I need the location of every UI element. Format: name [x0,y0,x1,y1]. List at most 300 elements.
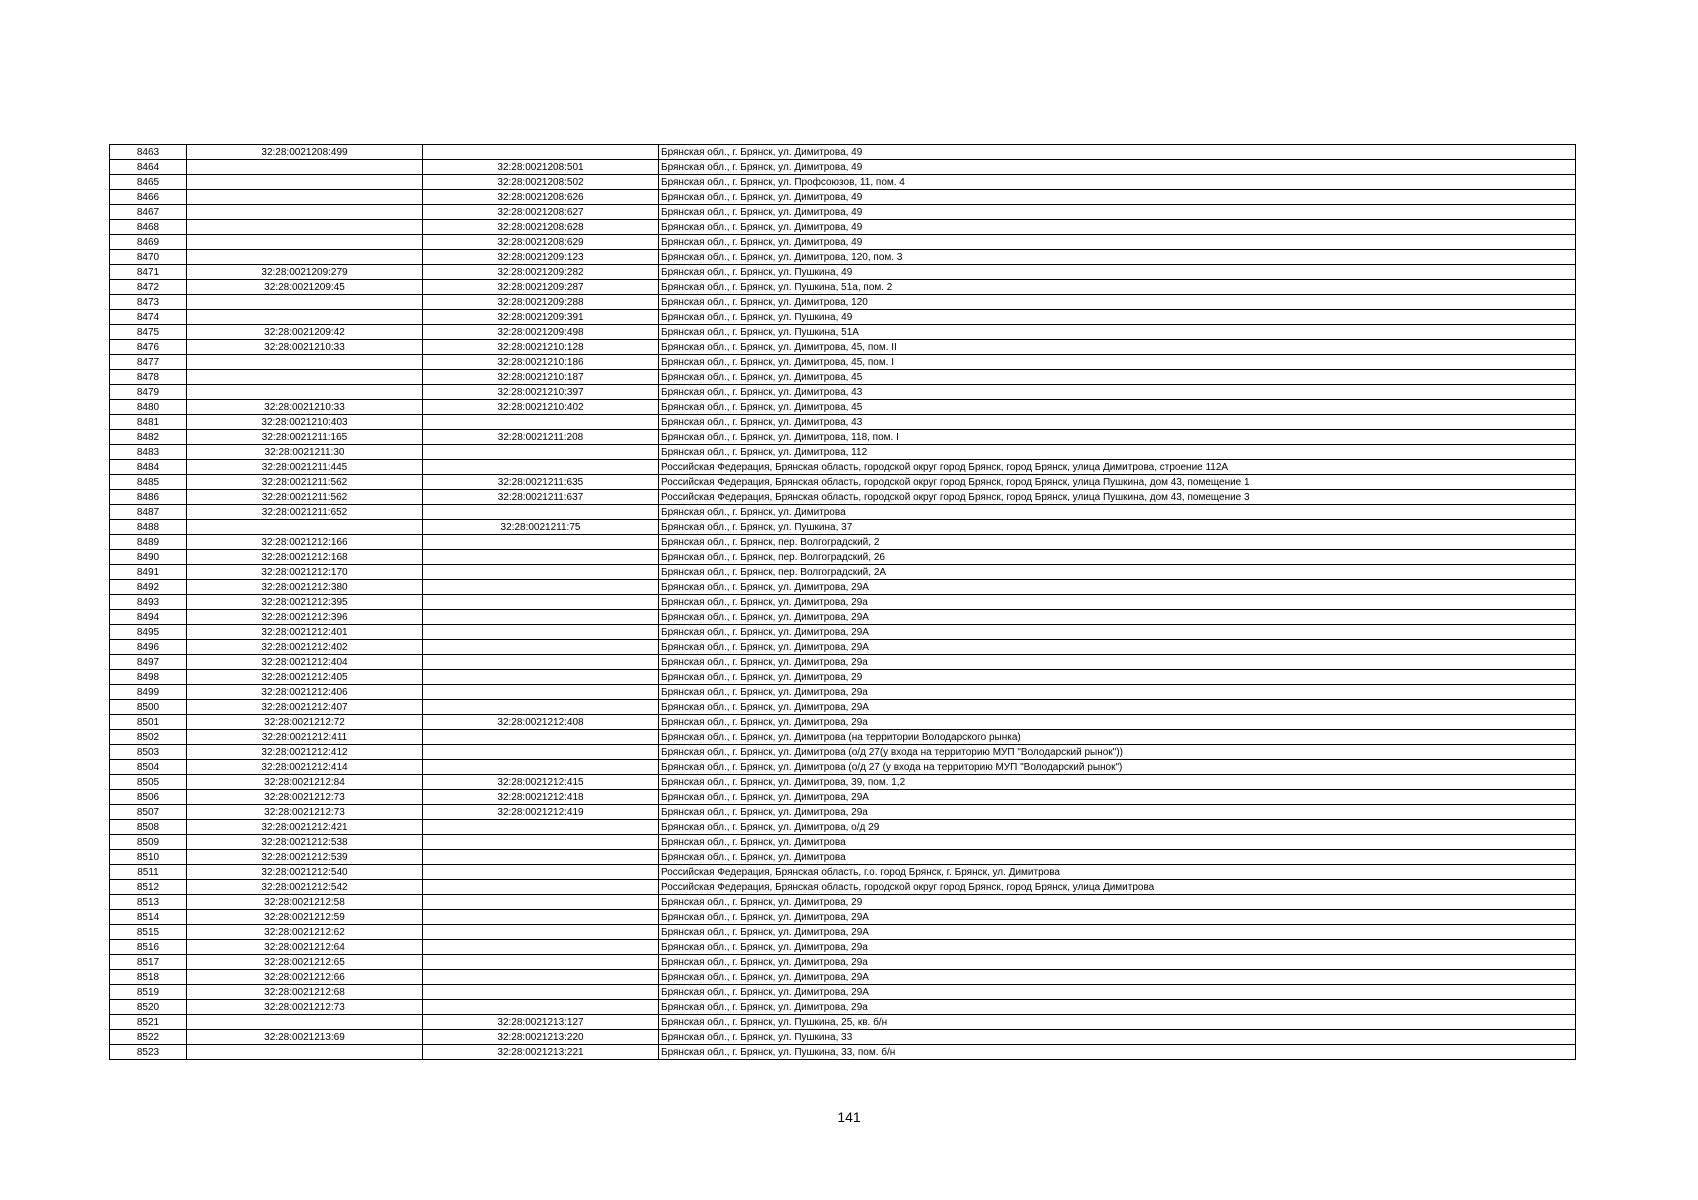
address-cell: Брянская обл., г. Брянск, ул. Димитрова, 29А [659,640,1576,655]
object-cadastral-number-cell: 32:28:0021213:220 [423,1030,659,1045]
table-row [110,805,1576,820]
object-cadastral-number-cell: 32:28:0021210:402 [423,400,659,415]
row-number-cell: 8501 [110,715,187,730]
table-row [110,430,1576,445]
object-cadastral-number-cell [423,850,659,865]
row-number-cell: 8500 [110,700,187,715]
object-cadastral-number-cell [423,820,659,835]
address-cell: Брянская обл., г. Брянск, ул. Димитрова, 112 [659,445,1576,460]
land-cadastral-number-cell: 32:28:0021211:30 [187,445,423,460]
table-row [110,220,1576,235]
address-cell: Брянская обл., г. Брянск, ул. Димитрова, 45 [659,400,1576,415]
row-number-cell: 8492 [110,580,187,595]
address-cell: Брянская обл., г. Брянск, ул. Профсоюзов, 11, пом. 4 [659,175,1576,190]
table-row [110,745,1576,760]
address-cell: Брянская обл., г. Брянск, ул. Пушкина, 49 [659,265,1576,280]
table-row [110,1030,1576,1045]
row-number-cell: 8472 [110,280,187,295]
land-cadastral-number-cell: 32:28:0021212:73 [187,1000,423,1015]
address-cell: Брянская обл., г. Брянск, ул. Димитрова [659,835,1576,850]
address-cell: Брянская обл., г. Брянск, ул. Пушкина, 37 [659,520,1576,535]
land-cadastral-number-cell: 32:28:0021211:562 [187,475,423,490]
address-cell: Брянская обл., г. Брянск, пер. Волгоградский, 2А [659,565,1576,580]
land-cadastral-number-cell [187,310,423,325]
land-cadastral-number-cell: 32:28:0021210:403 [187,415,423,430]
table-row [110,895,1576,910]
object-cadastral-number-cell: 32:28:0021209:288 [423,295,659,310]
land-cadastral-number-cell: 32:28:0021213:69 [187,1030,423,1045]
object-cadastral-number-cell [423,655,659,670]
land-cadastral-number-cell [187,370,423,385]
land-cadastral-number-cell [187,1015,423,1030]
address-cell: Российская Федерация, Брянская область, городской округ город Брянск, город Брянск, улица Пушкина, дом 43, помещение 1 [659,475,1576,490]
address-cell: Брянская обл., г. Брянск, пер. Волгоградский, 2 [659,535,1576,550]
address-cell: Брянская обл., г. Брянск, ул. Димитрова, 29А [659,910,1576,925]
address-cell: Брянская обл., г. Брянск, ул. Димитрова, 45, пом. I [659,355,1576,370]
row-number-cell: 8479 [110,385,187,400]
object-cadastral-number-cell [423,610,659,625]
object-cadastral-number-cell [423,895,659,910]
table-row [110,970,1576,985]
land-cadastral-number-cell: 32:28:0021212:540 [187,865,423,880]
land-cadastral-number-cell [187,250,423,265]
cadastral-table [109,144,1576,1060]
table-row [110,850,1576,865]
table-row [110,535,1576,550]
address-cell: Брянская обл., г. Брянск, ул. Димитрова, 29 [659,895,1576,910]
land-cadastral-number-cell: 32:28:0021212:404 [187,655,423,670]
row-number-cell: 8515 [110,925,187,940]
address-cell: Брянская обл., г. Брянск, ул. Димитрова, 49 [659,205,1576,220]
object-cadastral-number-cell: 32:28:0021208:628 [423,220,659,235]
row-number-cell: 8509 [110,835,187,850]
address-cell: Брянская обл., г. Брянск, ул. Димитрова, 29а [659,685,1576,700]
address-cell: Брянская обл., г. Брянск, ул. Димитрова, 29а [659,595,1576,610]
object-cadastral-number-cell [423,145,659,160]
row-number-cell: 8466 [110,190,187,205]
land-cadastral-number-cell [187,355,423,370]
row-number-cell: 8507 [110,805,187,820]
address-cell: Брянская обл., г. Брянск, ул. Димитрова, 43 [659,415,1576,430]
land-cadastral-number-cell: 32:28:0021211:445 [187,460,423,475]
object-cadastral-number-cell [423,670,659,685]
land-cadastral-number-cell: 32:28:0021212:64 [187,940,423,955]
object-cadastral-number-cell [423,580,659,595]
table-row [110,190,1576,205]
cadastral-table-body [110,145,1576,1060]
object-cadastral-number-cell: 32:28:0021210:187 [423,370,659,385]
object-cadastral-number-cell: 32:28:0021212:418 [423,790,659,805]
land-cadastral-number-cell: 32:28:0021212:62 [187,925,423,940]
address-cell: Брянская обл., г. Брянск, ул. Димитрова, 49 [659,235,1576,250]
row-number-cell: 8490 [110,550,187,565]
land-cadastral-number-cell: 32:28:0021211:165 [187,430,423,445]
object-cadastral-number-cell: 32:28:0021213:221 [423,1045,659,1060]
object-cadastral-number-cell: 32:28:0021208:501 [423,160,659,175]
address-cell: Российская Федерация, Брянская область, г.о. город Брянск, г. Брянск, ул. Димитрова [659,865,1576,880]
table-row [110,715,1576,730]
land-cadastral-number-cell: 32:28:0021212:542 [187,880,423,895]
row-number-cell: 8505 [110,775,187,790]
address-cell: Брянская обл., г. Брянск, ул. Димитрова (о/д 27 (у входа на территорию МУП "Володарский рынок") [659,760,1576,775]
table-row [110,415,1576,430]
table-row [110,940,1576,955]
object-cadastral-number-cell: 32:28:0021209:287 [423,280,659,295]
object-cadastral-number-cell: 32:28:0021211:637 [423,490,659,505]
table-row [110,790,1576,805]
table-row [110,580,1576,595]
address-cell: Брянская обл., г. Брянск, ул. Димитрова, 29а [659,655,1576,670]
row-number-cell: 8463 [110,145,187,160]
row-number-cell: 8523 [110,1045,187,1060]
object-cadastral-number-cell [423,445,659,460]
row-number-cell: 8470 [110,250,187,265]
address-cell: Брянская обл., г. Брянск, ул. Димитрова, 29А [659,925,1576,940]
table-row [110,640,1576,655]
address-cell: Брянская обл., г. Брянск, ул. Димитрова, 49 [659,220,1576,235]
table-row [110,835,1576,850]
table-row [110,1015,1576,1030]
table-row [110,460,1576,475]
address-cell: Брянская обл., г. Брянск, ул. Димитрова, 29а [659,805,1576,820]
land-cadastral-number-cell: 32:28:0021212:401 [187,625,423,640]
land-cadastral-number-cell: 32:28:0021212:73 [187,790,423,805]
land-cadastral-number-cell: 32:28:0021212:396 [187,610,423,625]
address-cell: Брянская обл., г. Брянск, ул. Димитрова, 29а [659,940,1576,955]
row-number-cell: 8522 [110,1030,187,1045]
row-number-cell: 8514 [110,910,187,925]
land-cadastral-number-cell: 32:28:0021210:33 [187,400,423,415]
land-cadastral-number-cell [187,520,423,535]
land-cadastral-number-cell: 32:28:0021212:412 [187,745,423,760]
land-cadastral-number-cell [187,220,423,235]
land-cadastral-number-cell: 32:28:0021212:402 [187,640,423,655]
row-number-cell: 8480 [110,400,187,415]
address-cell: Брянская обл., г. Брянск, ул. Димитрова [659,850,1576,865]
table-row [110,385,1576,400]
object-cadastral-number-cell [423,640,659,655]
address-cell: Брянская обл., г. Брянск, ул. Димитрова, о/д 29 [659,820,1576,835]
row-number-cell: 8471 [110,265,187,280]
row-number-cell: 8488 [110,520,187,535]
row-number-cell: 8518 [110,970,187,985]
land-cadastral-number-cell: 32:28:0021212:411 [187,730,423,745]
table-row [110,730,1576,745]
address-cell: Брянская обл., г. Брянск, ул. Димитрова, 120, пом. 3 [659,250,1576,265]
address-cell: Брянская обл., г. Брянск, ул. Димитрова, 39, пом. 1,2 [659,775,1576,790]
address-cell: Брянская обл., г. Брянск, ул. Димитрова, 29А [659,790,1576,805]
table-row [110,280,1576,295]
object-cadastral-number-cell [423,685,659,700]
table-row [110,955,1576,970]
row-number-cell: 8483 [110,445,187,460]
object-cadastral-number-cell: 32:28:0021210:397 [423,385,659,400]
object-cadastral-number-cell: 32:28:0021209:391 [423,310,659,325]
row-number-cell: 8491 [110,565,187,580]
table-row [110,685,1576,700]
land-cadastral-number-cell [187,175,423,190]
land-cadastral-number-cell: 32:28:0021212:407 [187,700,423,715]
object-cadastral-number-cell [423,880,659,895]
table-row [110,370,1576,385]
address-cell: Брянская обл., г. Брянск, ул. Димитрова, 29А [659,625,1576,640]
address-cell: Брянская обл., г. Брянск, ул. Димитрова (на территории Володарского рынка) [659,730,1576,745]
land-cadastral-number-cell: 32:28:0021211:652 [187,505,423,520]
row-number-cell: 8513 [110,895,187,910]
land-cadastral-number-cell [187,1045,423,1060]
object-cadastral-number-cell: 32:28:0021208:502 [423,175,659,190]
object-cadastral-number-cell [423,730,659,745]
row-number-cell: 8464 [110,160,187,175]
object-cadastral-number-cell [423,550,659,565]
row-number-cell: 8485 [110,475,187,490]
address-cell: Брянская обл., г. Брянск, ул. Пушкина, 49 [659,310,1576,325]
object-cadastral-number-cell [423,910,659,925]
table-row [110,1000,1576,1015]
row-number-cell: 8486 [110,490,187,505]
table-row [110,400,1576,415]
address-cell: Брянская обл., г. Брянск, ул. Пушкина, 33, пом. б/н [659,1045,1576,1060]
object-cadastral-number-cell [423,745,659,760]
row-number-cell: 8521 [110,1015,187,1030]
table-row [110,625,1576,640]
table-row [110,910,1576,925]
address-cell: Брянская обл., г. Брянск, ул. Пушкина, 51а, пом. 2 [659,280,1576,295]
object-cadastral-number-cell [423,505,659,520]
table-row [110,1045,1576,1060]
table-row [110,490,1576,505]
row-number-cell: 8493 [110,595,187,610]
land-cadastral-number-cell: 32:28:0021211:562 [187,490,423,505]
address-cell: Брянская обл., г. Брянск, ул. Димитрова, 29А [659,580,1576,595]
row-number-cell: 8465 [110,175,187,190]
land-cadastral-number-cell: 32:28:0021212:66 [187,970,423,985]
land-cadastral-number-cell: 32:28:0021212:405 [187,670,423,685]
page-number: 141 [837,1109,861,1125]
address-cell: Российская Федерация, Брянская область, городской округ город Брянск, город Брянск, улица Димитрова [659,880,1576,895]
table-row [110,880,1576,895]
address-cell: Брянская обл., г. Брянск, ул. Пушкина, 51А [659,325,1576,340]
address-cell: Брянская обл., г. Брянск, ул. Димитрова, 29А [659,985,1576,1000]
table-row [110,775,1576,790]
row-number-cell: 8484 [110,460,187,475]
table-row [110,985,1576,1000]
row-number-cell: 8508 [110,820,187,835]
land-cadastral-number-cell: 32:28:0021212:58 [187,895,423,910]
table-row [110,610,1576,625]
object-cadastral-number-cell: 32:28:0021211:635 [423,475,659,490]
object-cadastral-number-cell: 32:28:0021212:415 [423,775,659,790]
object-cadastral-number-cell [423,970,659,985]
row-number-cell: 8497 [110,655,187,670]
table-row [110,175,1576,190]
table-row [110,865,1576,880]
land-cadastral-number-cell: 32:28:0021210:33 [187,340,423,355]
object-cadastral-number-cell [423,625,659,640]
table-row [110,550,1576,565]
table-row [110,145,1576,160]
land-cadastral-number-cell: 32:28:0021212:395 [187,595,423,610]
row-number-cell: 8496 [110,640,187,655]
land-cadastral-number-cell: 32:28:0021212:168 [187,550,423,565]
object-cadastral-number-cell: 32:28:0021208:629 [423,235,659,250]
row-number-cell: 8481 [110,415,187,430]
row-number-cell: 8502 [110,730,187,745]
object-cadastral-number-cell: 32:28:0021209:282 [423,265,659,280]
object-cadastral-number-cell: 32:28:0021211:75 [423,520,659,535]
address-cell: Российская Федерация, Брянская область, городской округ город Брянск, город Брянск, улица Димитрова, строение 112А [659,460,1576,475]
land-cadastral-number-cell: 32:28:0021212:414 [187,760,423,775]
object-cadastral-number-cell [423,835,659,850]
address-cell: Брянская обл., г. Брянск, ул. Димитрова, 49 [659,145,1576,160]
object-cadastral-number-cell [423,985,659,1000]
row-number-cell: 8487 [110,505,187,520]
land-cadastral-number-cell: 32:28:0021212:166 [187,535,423,550]
table-row [110,235,1576,250]
object-cadastral-number-cell: 32:28:0021209:498 [423,325,659,340]
object-cadastral-number-cell: 32:28:0021208:626 [423,190,659,205]
land-cadastral-number-cell: 32:28:0021209:42 [187,325,423,340]
table-row [110,295,1576,310]
land-cadastral-number-cell: 32:28:0021209:279 [187,265,423,280]
land-cadastral-number-cell: 32:28:0021212:380 [187,580,423,595]
land-cadastral-number-cell: 32:28:0021212:59 [187,910,423,925]
row-number-cell: 8517 [110,955,187,970]
row-number-cell: 8494 [110,610,187,625]
address-cell: Брянская обл., г. Брянск, ул. Димитрова (о/д 27(у входа на территорию МУП "Володарский рынок")) [659,745,1576,760]
address-cell: Брянская обл., г. Брянск, ул. Димитрова, 29 [659,670,1576,685]
land-cadastral-number-cell: 32:28:0021212:170 [187,565,423,580]
object-cadastral-number-cell: 32:28:0021210:186 [423,355,659,370]
table-row [110,655,1576,670]
land-cadastral-number-cell: 32:28:0021212:65 [187,955,423,970]
object-cadastral-number-cell: 32:28:0021211:208 [423,430,659,445]
address-cell: Брянская обл., г. Брянск, ул. Димитрова, 29а [659,955,1576,970]
object-cadastral-number-cell [423,415,659,430]
land-cadastral-number-cell [187,190,423,205]
table-row [110,340,1576,355]
address-cell: Брянская обл., г. Брянск, ул. Димитрова, 29А [659,970,1576,985]
address-cell: Брянская обл., г. Брянск, ул. Димитрова, 49 [659,190,1576,205]
row-number-cell: 8475 [110,325,187,340]
row-number-cell: 8520 [110,1000,187,1015]
land-cadastral-number-cell [187,295,423,310]
land-cadastral-number-cell: 32:28:0021212:406 [187,685,423,700]
address-cell: Брянская обл., г. Брянск, ул. Пушкина, 33 [659,1030,1576,1045]
object-cadastral-number-cell [423,535,659,550]
table-row [110,310,1576,325]
address-cell: Брянская обл., г. Брянск, ул. Димитрова [659,505,1576,520]
address-cell: Брянская обл., г. Брянск, ул. Димитрова, 29А [659,610,1576,625]
row-number-cell: 8489 [110,535,187,550]
table-row [110,760,1576,775]
address-cell: Брянская обл., г. Брянск, ул. Димитрова, 43 [659,385,1576,400]
row-number-cell: 8504 [110,760,187,775]
row-number-cell: 8516 [110,940,187,955]
row-number-cell: 8519 [110,985,187,1000]
object-cadastral-number-cell: 32:28:0021212:419 [423,805,659,820]
table-row [110,475,1576,490]
row-number-cell: 8506 [110,790,187,805]
address-cell: Брянская обл., г. Брянск, ул. Димитрова, 29а [659,1000,1576,1015]
object-cadastral-number-cell: 32:28:0021212:408 [423,715,659,730]
object-cadastral-number-cell: 32:28:0021209:123 [423,250,659,265]
table-row [110,205,1576,220]
row-number-cell: 8476 [110,340,187,355]
row-number-cell: 8469 [110,235,187,250]
table-row [110,325,1576,340]
table-row [110,505,1576,520]
address-cell: Брянская обл., г. Брянск, ул. Димитрова, 29а [659,715,1576,730]
object-cadastral-number-cell: 32:28:0021213:127 [423,1015,659,1030]
address-cell: Брянская обл., г. Брянск, ул. Димитрова, 120 [659,295,1576,310]
address-cell: Брянская обл., г. Брянск, ул. Димитрова, 29А [659,700,1576,715]
table-row [110,565,1576,580]
table-row [110,700,1576,715]
object-cadastral-number-cell [423,925,659,940]
row-number-cell: 8467 [110,205,187,220]
object-cadastral-number-cell [423,565,659,580]
row-number-cell: 8473 [110,295,187,310]
land-cadastral-number-cell: 32:28:0021212:68 [187,985,423,1000]
land-cadastral-number-cell [187,235,423,250]
object-cadastral-number-cell: 32:28:0021210:128 [423,340,659,355]
object-cadastral-number-cell [423,760,659,775]
object-cadastral-number-cell [423,700,659,715]
object-cadastral-number-cell [423,1000,659,1015]
address-cell: Российская Федерация, Брянская область, городской округ город Брянск, город Брянск, улица Пушкина, дом 43, помещение 3 [659,490,1576,505]
row-number-cell: 8468 [110,220,187,235]
land-cadastral-number-cell [187,205,423,220]
row-number-cell: 8499 [110,685,187,700]
row-number-cell: 8477 [110,355,187,370]
table-row [110,355,1576,370]
land-cadastral-number-cell: 32:28:0021209:45 [187,280,423,295]
row-number-cell: 8482 [110,430,187,445]
table-row [110,925,1576,940]
land-cadastral-number-cell: 32:28:0021212:421 [187,820,423,835]
table-row [110,265,1576,280]
object-cadastral-number-cell [423,865,659,880]
table-row [110,250,1576,265]
land-cadastral-number-cell: 32:28:0021212:84 [187,775,423,790]
land-cadastral-number-cell: 32:28:0021212:72 [187,715,423,730]
table-row [110,160,1576,175]
table-row [110,445,1576,460]
row-number-cell: 8503 [110,745,187,760]
land-cadastral-number-cell: 32:28:0021212:538 [187,835,423,850]
row-number-cell: 8510 [110,850,187,865]
row-number-cell: 8511 [110,865,187,880]
row-number-cell: 8478 [110,370,187,385]
land-cadastral-number-cell [187,385,423,400]
row-number-cell: 8495 [110,625,187,640]
address-cell: Брянская обл., г. Брянск, пер. Волгоградский, 26 [659,550,1576,565]
address-cell: Брянская обл., г. Брянск, ул. Димитрова, 45 [659,370,1576,385]
object-cadastral-number-cell [423,460,659,475]
object-cadastral-number-cell [423,955,659,970]
row-number-cell: 8474 [110,310,187,325]
land-cadastral-number-cell [187,160,423,175]
address-cell: Брянская обл., г. Брянск, ул. Димитрова, 118, пом. I [659,430,1576,445]
row-number-cell: 8512 [110,880,187,895]
object-cadastral-number-cell: 32:28:0021208:627 [423,205,659,220]
address-cell: Брянская обл., г. Брянск, ул. Димитрова, 45, пом. II [659,340,1576,355]
land-cadastral-number-cell: 32:28:0021208:499 [187,145,423,160]
address-cell: Брянская обл., г. Брянск, ул. Димитрова, 49 [659,160,1576,175]
table-row [110,595,1576,610]
object-cadastral-number-cell [423,940,659,955]
